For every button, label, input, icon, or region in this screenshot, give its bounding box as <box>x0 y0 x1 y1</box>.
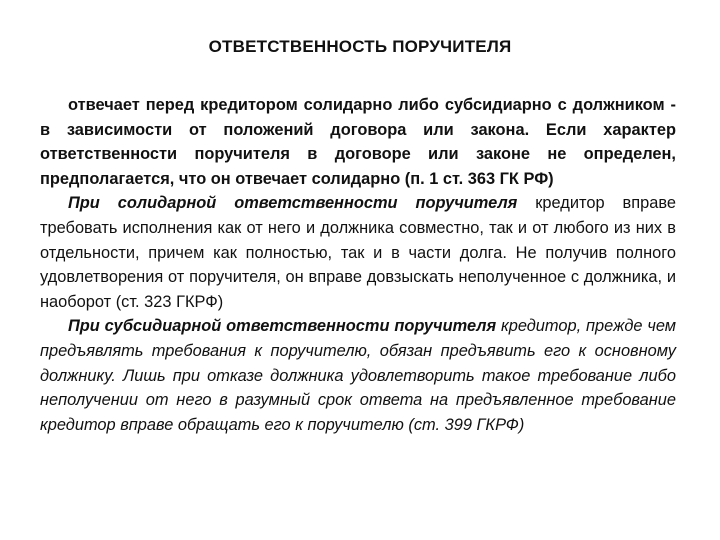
paragraph-3-text: кредитор, прежде чем предъявлять требования к поручителю, обязан предъявить его к основному должнику. Лишь при отказе должника удовлетворить такое требование либо неполучении от него в разумный срок ответа на предъявленное требование кредитор вправе обращать его к поручителю (ст. 399 ГКРФ) <box>40 317 676 434</box>
paragraph-2-lead: При солидарной ответственности поручителя <box>68 194 518 213</box>
paragraph-joint-liability <box>40 191 676 314</box>
paragraph-2-text: кредитор вправе требовать исполнения как от него и должника совместно, так и от любого из них в отдельности, причем как полностью, так и в части долга. Не получив полного удовлетворения от поручителя, он вправе довзыскать неполученное с должника, и наоборот (ст. 323 ГКРФ) <box>40 194 676 311</box>
paragraph-1-text: отвечает перед кредитором солидарно либо субсидиарно с должником - в зависимости от положений договора или закона. Если характер ответственности поручителя в договоре или законе не определен, предполагается, что он отвечает солидарно (п. 1 ст. 363 ГК РФ) <box>40 96 676 188</box>
slide-body <box>40 93 676 437</box>
paragraph-subsidiary-liability <box>40 314 676 437</box>
paragraph-3-lead: При субсидиарной ответственности поручителя <box>68 317 497 336</box>
slide-title: ОТВЕТСТВЕННОСТЬ ПОРУЧИТЕЛЯ <box>208 37 512 56</box>
paragraph-liability-general <box>40 93 676 191</box>
